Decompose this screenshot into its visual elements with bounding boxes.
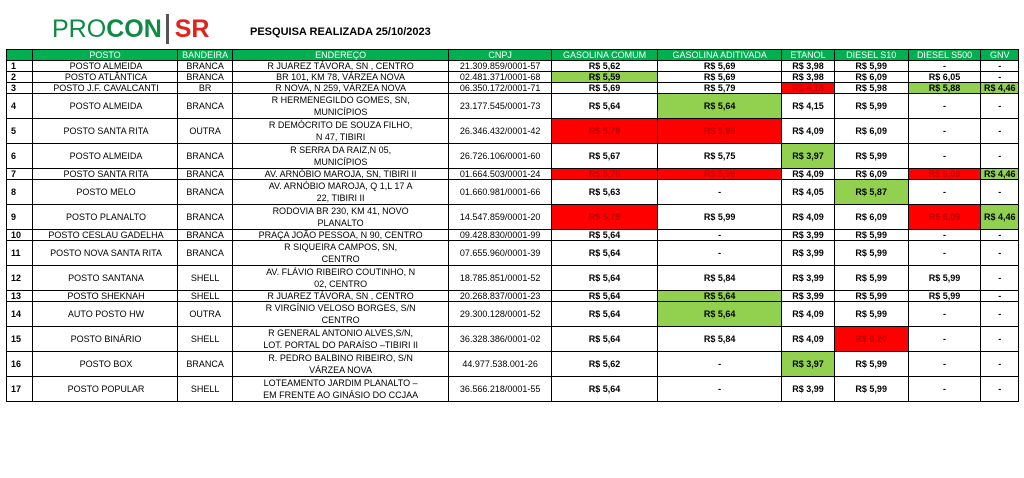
page-title: PESQUISA REALIZADA 25/10/2023 <box>250 26 431 38</box>
price-etanol: R$ 3,99 <box>782 230 834 241</box>
price-diesel-s500: - <box>908 119 981 144</box>
price-gasolina-aditivada: R$ 5,69 <box>658 72 782 83</box>
price-gasolina-aditivada: R$ 5,64 <box>658 94 782 119</box>
table-row <box>7 352 1019 377</box>
endereco <box>232 119 448 144</box>
endereco <box>232 72 448 83</box>
price-etanol: R$ 4,09 <box>782 169 834 180</box>
price-diesel-s500: R$ 5,88 <box>908 83 981 94</box>
price-gasolina-aditivada: R$ 5,79 <box>658 83 782 94</box>
endereco-line-1: AV. ARNÓBIO MAROJA, Q 1,L 17 A <box>268 181 413 191</box>
price-diesel-s10: R$ 5,99 <box>834 94 908 119</box>
price-diesel-s10: R$ 5,99 <box>834 230 908 241</box>
row-number: 16 <box>7 352 33 377</box>
row-number: 3 <box>7 83 33 94</box>
price-gasolina-aditivada: R$ 5,75 <box>658 144 782 169</box>
col-header-gasolina-comum: GASOLINA COMUM <box>552 50 658 61</box>
price-diesel-s10: R$ 5,99 <box>834 266 908 291</box>
price-gasolina-comum: R$ 5,59 <box>552 72 658 83</box>
price-gasolina-comum: R$ 5,79 <box>552 119 658 144</box>
price-diesel-s500: R$ 6,09 <box>908 205 981 230</box>
price-gasolina-aditivada: R$ 5,99 <box>658 169 782 180</box>
price-diesel-s500: R$ 5,99 <box>908 291 981 302</box>
endereco <box>232 144 448 169</box>
price-gnv: R$ 4,46 <box>981 83 1019 94</box>
cnpj: 09.428.830/0001-99 <box>449 230 552 241</box>
price-gasolina-comum: R$ 5,62 <box>552 61 658 72</box>
endereco-line-1: R HERMENEGILDO GOMES, SN, <box>271 95 410 105</box>
table-row <box>7 241 1019 266</box>
table-row <box>7 83 1019 94</box>
posto-name: POSTO POPULAR <box>32 377 178 402</box>
row-number: 6 <box>7 144 33 169</box>
price-diesel-s500: - <box>908 377 981 402</box>
row-number: 2 <box>7 72 33 83</box>
table-row <box>7 377 1019 402</box>
procon-logo <box>52 14 209 44</box>
cnpj: 01.660.981/0001-66 <box>449 180 552 205</box>
endereco <box>232 352 448 377</box>
row-number: 5 <box>7 119 33 144</box>
price-gnv: - <box>981 72 1019 83</box>
price-diesel-s10: R$ 5,99 <box>834 61 908 72</box>
endereco <box>232 377 448 402</box>
cnpj: 21.309.859/0001-57 <box>449 61 552 72</box>
price-gnv: - <box>981 230 1019 241</box>
table-row <box>7 291 1019 302</box>
endereco-line-1: PRAÇA JOÃO PESSOA, N 90, CENTRO <box>258 230 423 240</box>
price-diesel-s10: R$ 5,99 <box>834 302 908 327</box>
endereco-line-2: PLANALTO <box>317 218 364 228</box>
cnpj: 18.785.851/0001-52 <box>449 266 552 291</box>
price-diesel-s500: - <box>908 230 981 241</box>
price-gasolina-comum: R$ 5,64 <box>552 302 658 327</box>
price-diesel-s500: R$ 5,99 <box>908 266 981 291</box>
price-table <box>6 49 1019 402</box>
bandeira: OUTRA <box>178 302 233 327</box>
logo-con-text: CON <box>106 14 162 43</box>
table-row <box>7 230 1019 241</box>
endereco-line-1: R SERRA DA RAIZ,N 05, <box>290 145 392 155</box>
price-diesel-s500: - <box>908 94 981 119</box>
price-gnv: - <box>981 94 1019 119</box>
bandeira: BRANCA <box>178 169 233 180</box>
col-header-etanol: ETANOL <box>782 50 834 61</box>
col-header-gnv: GNV <box>981 50 1019 61</box>
col-header-diesel-s500: DIESEL S500 <box>908 50 981 61</box>
posto-name: POSTO SANTA RITA <box>32 119 178 144</box>
endereco-line-2: N 47, TIBIRI <box>315 132 366 142</box>
price-gnv: R$ 4,46 <box>981 205 1019 230</box>
price-gnv: - <box>981 377 1019 402</box>
price-etanol: R$ 3,99 <box>782 266 834 291</box>
posto-name: POSTO ALMEIDA <box>32 61 178 72</box>
price-gasolina-aditivada: - <box>658 230 782 241</box>
table-row <box>7 119 1019 144</box>
price-etanol: R$ 4,09 <box>782 205 834 230</box>
endereco-line-1: LOTEAMENTO JARDIM PLANALTO – <box>263 378 418 388</box>
price-gasolina-comum: R$ 5,64 <box>552 377 658 402</box>
endereco-line-1: R NOVA, N 259, VÁRZEA NOVA <box>275 83 406 93</box>
posto-name: POSTO CESLAU GADELHA <box>32 230 178 241</box>
endereco-line-1: R SIQUEIRA CAMPOS, SN, <box>284 242 398 252</box>
posto-name: POSTO ATLÂNTICA <box>32 72 178 83</box>
endereco <box>232 230 448 241</box>
cnpj: 23.177.545/0001-73 <box>449 94 552 119</box>
cnpj: 26.346.432/0001-42 <box>449 119 552 144</box>
posto-name: POSTO J.F. CAVALCANTI <box>32 83 178 94</box>
price-gnv: - <box>981 144 1019 169</box>
row-number: 4 <box>7 94 33 119</box>
price-gasolina-aditivada: R$ 5,64 <box>658 302 782 327</box>
price-gasolina-comum: R$ 5,63 <box>552 180 658 205</box>
row-number: 17 <box>7 377 33 402</box>
endereco <box>232 94 448 119</box>
endereco-line-2: MUNICÍPIOS <box>313 107 368 117</box>
endereco-line-2: 22, TIBIRI II <box>316 193 365 203</box>
endereco-line-1: R GENERAL ANTONIO ALVES,S/N, <box>268 328 414 338</box>
col-header-posto: POSTO <box>32 50 178 61</box>
col-header-bandeira: BANDEIRA <box>178 50 233 61</box>
posto-name: POSTO PLANALTO <box>32 205 178 230</box>
price-diesel-s10: R$ 5,99 <box>834 377 908 402</box>
table-row <box>7 169 1019 180</box>
table-row <box>7 205 1019 230</box>
bandeira: OUTRA <box>178 119 233 144</box>
price-diesel-s500: - <box>908 241 981 266</box>
cnpj: 20.268.837/0001-23 <box>449 291 552 302</box>
col-header-diesel-s10: DIESEL S10 <box>834 50 908 61</box>
endereco-line-2: VÁRZEA NOVA <box>309 365 373 375</box>
cnpj: 14.547.859/0001-20 <box>449 205 552 230</box>
bandeira: BRANCA <box>178 230 233 241</box>
bandeira: SHELL <box>178 327 233 352</box>
price-gasolina-comum: R$ 5,79 <box>552 205 658 230</box>
endereco <box>232 327 448 352</box>
cnpj: 07.655.960/0001-39 <box>449 241 552 266</box>
price-diesel-s500: - <box>908 327 981 352</box>
bandeira: BRANCA <box>178 144 233 169</box>
price-gasolina-aditivada: R$ 5,99 <box>658 119 782 144</box>
bandeira: BRANCA <box>178 94 233 119</box>
row-number: 12 <box>7 266 33 291</box>
logo-divider <box>166 14 169 44</box>
table-row <box>7 94 1019 119</box>
endereco <box>232 61 448 72</box>
price-gnv: - <box>981 302 1019 327</box>
table-row <box>7 266 1019 291</box>
price-gnv: - <box>981 291 1019 302</box>
price-gasolina-comum: R$ 5,64 <box>552 241 658 266</box>
price-diesel-s500: - <box>908 352 981 377</box>
table-row <box>7 302 1019 327</box>
cnpj: 44.977.538.001-26 <box>449 352 552 377</box>
endereco-line-1: R VIRGÍNIO VELOSO BORGES, S/N <box>265 303 416 313</box>
price-etanol: R$ 3,99 <box>782 241 834 266</box>
price-diesel-s10: R$ 5,99 <box>834 291 908 302</box>
price-etanol: R$ 3,97 <box>782 144 834 169</box>
table-row <box>7 72 1019 83</box>
price-etanol: R$ 4,09 <box>782 302 834 327</box>
col-header-cnpj: CNPJ <box>449 50 552 61</box>
price-etanol: R$ 3,99 <box>782 291 834 302</box>
cnpj: 36.566.218/0001-55 <box>449 377 552 402</box>
col-header-number <box>7 50 33 61</box>
cnpj: 26.726.106/0001-60 <box>449 144 552 169</box>
posto-name: POSTO ALMEIDA <box>32 144 178 169</box>
bandeira: BR <box>178 83 233 94</box>
price-gasolina-aditivada: R$ 5,69 <box>658 61 782 72</box>
price-etanol: R$ 3,98 <box>782 61 834 72</box>
row-number: 13 <box>7 291 33 302</box>
price-etanol: R$ 3,99 <box>782 377 834 402</box>
col-header-endereco: ENDEREÇO <box>232 50 448 61</box>
price-gasolina-comum: R$ 5,64 <box>552 327 658 352</box>
endereco <box>232 266 448 291</box>
endereco <box>232 241 448 266</box>
row-number: 1 <box>7 61 33 72</box>
price-gasolina-aditivada: R$ 5,64 <box>658 291 782 302</box>
endereco-line-1: RODOVIA BR 230, KM 41, NOVO <box>272 206 409 216</box>
price-diesel-s10: R$ 5,99 <box>834 241 908 266</box>
cnpj: 29.300.128/0001-52 <box>449 302 552 327</box>
cnpj: 36.328.386/0001-02 <box>449 327 552 352</box>
price-etanol: R$ 4,18 <box>782 83 834 94</box>
price-etanol: R$ 4,15 <box>782 94 834 119</box>
price-gasolina-aditivada: R$ 5,84 <box>658 327 782 352</box>
bandeira: BRANCA <box>178 241 233 266</box>
price-diesel-s10: R$ 6,09 <box>834 205 908 230</box>
price-gnv: - <box>981 327 1019 352</box>
endereco <box>232 169 448 180</box>
posto-name: POSTO SANTANA <box>32 266 178 291</box>
price-gasolina-aditivada: - <box>658 377 782 402</box>
price-gasolina-aditivada: - <box>658 241 782 266</box>
endereco <box>232 83 448 94</box>
price-gasolina-comum: R$ 5,64 <box>552 291 658 302</box>
row-number: 15 <box>7 327 33 352</box>
endereco-line-2: MUNICÍPIOS <box>313 157 368 167</box>
cnpj: 02.481.371/0001-68 <box>449 72 552 83</box>
price-gasolina-comum: R$ 5,62 <box>552 352 658 377</box>
table-row <box>7 327 1019 352</box>
price-diesel-s500: - <box>908 302 981 327</box>
endereco <box>232 205 448 230</box>
price-gasolina-comum: R$ 5,69 <box>552 83 658 94</box>
endereco-line-1: R DEMÓCRITO DE SOUZA FILHO, <box>268 120 413 130</box>
price-etanol: R$ 4,09 <box>782 327 834 352</box>
endereco-line-1: R JUAREZ TÁVORA, SN , CENTRO <box>267 61 414 71</box>
cnpj: 01.664.503/0001-24 <box>449 169 552 180</box>
price-gnv: - <box>981 266 1019 291</box>
price-gasolina-comum: R$ 5,67 <box>552 144 658 169</box>
price-diesel-s10: R$ 6,09 <box>834 169 908 180</box>
price-gasolina-aditivada: R$ 5,99 <box>658 205 782 230</box>
price-gasolina-comum: R$ 5,79 <box>552 169 658 180</box>
price-etanol: R$ 3,98 <box>782 72 834 83</box>
price-diesel-s10: R$ 5,87 <box>834 180 908 205</box>
table-header-row <box>7 50 1019 61</box>
price-gnv: - <box>981 241 1019 266</box>
table-row <box>7 61 1019 72</box>
endereco <box>232 291 448 302</box>
price-etanol: R$ 4,09 <box>782 119 834 144</box>
posto-name: POSTO BOX <box>32 352 178 377</box>
price-diesel-s10: R$ 6,09 <box>834 72 908 83</box>
table-row <box>7 180 1019 205</box>
cnpj: 06.350.172/0001-71 <box>449 83 552 94</box>
endereco-line-1: R. PEDRO BALBINO RIBEIRO, S/N <box>268 353 413 363</box>
posto-name: AUTO POSTO HW <box>32 302 178 327</box>
bandeira: BRANCA <box>178 72 233 83</box>
bandeira: SHELL <box>178 291 233 302</box>
price-diesel-s500: - <box>908 144 981 169</box>
endereco-line-1: BR 101, KM 78, VÁRZEA NOVA <box>276 72 406 82</box>
price-diesel-s500: R$ 6,05 <box>908 72 981 83</box>
endereco-line-1: AV. FLÁVIO RIBEIRO COUTINHO, N <box>266 267 416 277</box>
bandeira: BRANCA <box>178 180 233 205</box>
posto-name: POSTO BINÁRIO <box>32 327 178 352</box>
price-diesel-s10: R$ 6,20 <box>834 327 908 352</box>
row-number: 9 <box>7 205 33 230</box>
logo-pro-text: PRO <box>52 14 107 43</box>
price-diesel-s500: - <box>908 180 981 205</box>
price-etanol: R$ 3,97 <box>782 352 834 377</box>
table-body <box>7 61 1019 402</box>
row-number: 7 <box>7 169 33 180</box>
price-etanol: R$ 4,05 <box>782 180 834 205</box>
endereco-line-2: CENTRO <box>321 254 360 264</box>
logo-sr-text: SR <box>174 14 210 43</box>
endereco-line-2: CENTRO <box>321 315 360 325</box>
price-diesel-s10: R$ 5,98 <box>834 83 908 94</box>
bandeira: SHELL <box>178 266 233 291</box>
posto-name: POSTO SHEKNAH <box>32 291 178 302</box>
price-diesel-s500: - <box>908 61 981 72</box>
price-gnv: - <box>981 119 1019 144</box>
table-row <box>7 144 1019 169</box>
posto-name: POSTO ALMEIDA <box>32 94 178 119</box>
endereco <box>232 180 448 205</box>
row-number: 14 <box>7 302 33 327</box>
bandeira: SHELL <box>178 377 233 402</box>
endereco-line-2: LOT. PORTAL DO PARAÍSO –TIBIRI II <box>263 340 418 350</box>
endereco-line-1: AV. ARNÓBIO MAROJA, SN, TIBIRI II <box>264 169 417 179</box>
price-diesel-s10: R$ 5,99 <box>834 144 908 169</box>
price-gnv: - <box>981 180 1019 205</box>
price-gasolina-comum: R$ 5,64 <box>552 266 658 291</box>
price-diesel-s10: R$ 6,09 <box>834 119 908 144</box>
price-gasolina-comum: R$ 5,64 <box>552 94 658 119</box>
price-gnv: - <box>981 61 1019 72</box>
row-number: 10 <box>7 230 33 241</box>
bandeira: BRANCA <box>178 205 233 230</box>
posto-name: POSTO NOVA SANTA RITA <box>32 241 178 266</box>
bandeira: BRANCA <box>178 61 233 72</box>
row-number: 8 <box>7 180 33 205</box>
price-gasolina-aditivada: R$ 5,84 <box>658 266 782 291</box>
row-number: 11 <box>7 241 33 266</box>
col-header-gasolina-aditivada: GASOLINA ADITIVADA <box>658 50 782 61</box>
endereco-line-2: 02, CENTRO <box>314 279 368 289</box>
endereco-line-1: R JUAREZ TÁVORA, SN , CENTRO <box>267 291 414 301</box>
price-diesel-s500: R$ 6,09 <box>908 169 981 180</box>
endereco-line-2: EM FRENTE AO GINÁSIO DO CCJAA <box>263 390 419 400</box>
price-gnv: - <box>981 352 1019 377</box>
price-gasolina-aditivada: - <box>658 180 782 205</box>
posto-name: POSTO SANTA RITA <box>32 169 178 180</box>
posto-name: POSTO MELO <box>32 180 178 205</box>
endereco <box>232 302 448 327</box>
price-gasolina-aditivada: - <box>658 352 782 377</box>
bandeira: BRANCA <box>178 352 233 377</box>
price-gnv: R$ 4,46 <box>981 169 1019 180</box>
price-diesel-s10: R$ 5,99 <box>834 352 908 377</box>
price-gasolina-comum: R$ 5,64 <box>552 230 658 241</box>
